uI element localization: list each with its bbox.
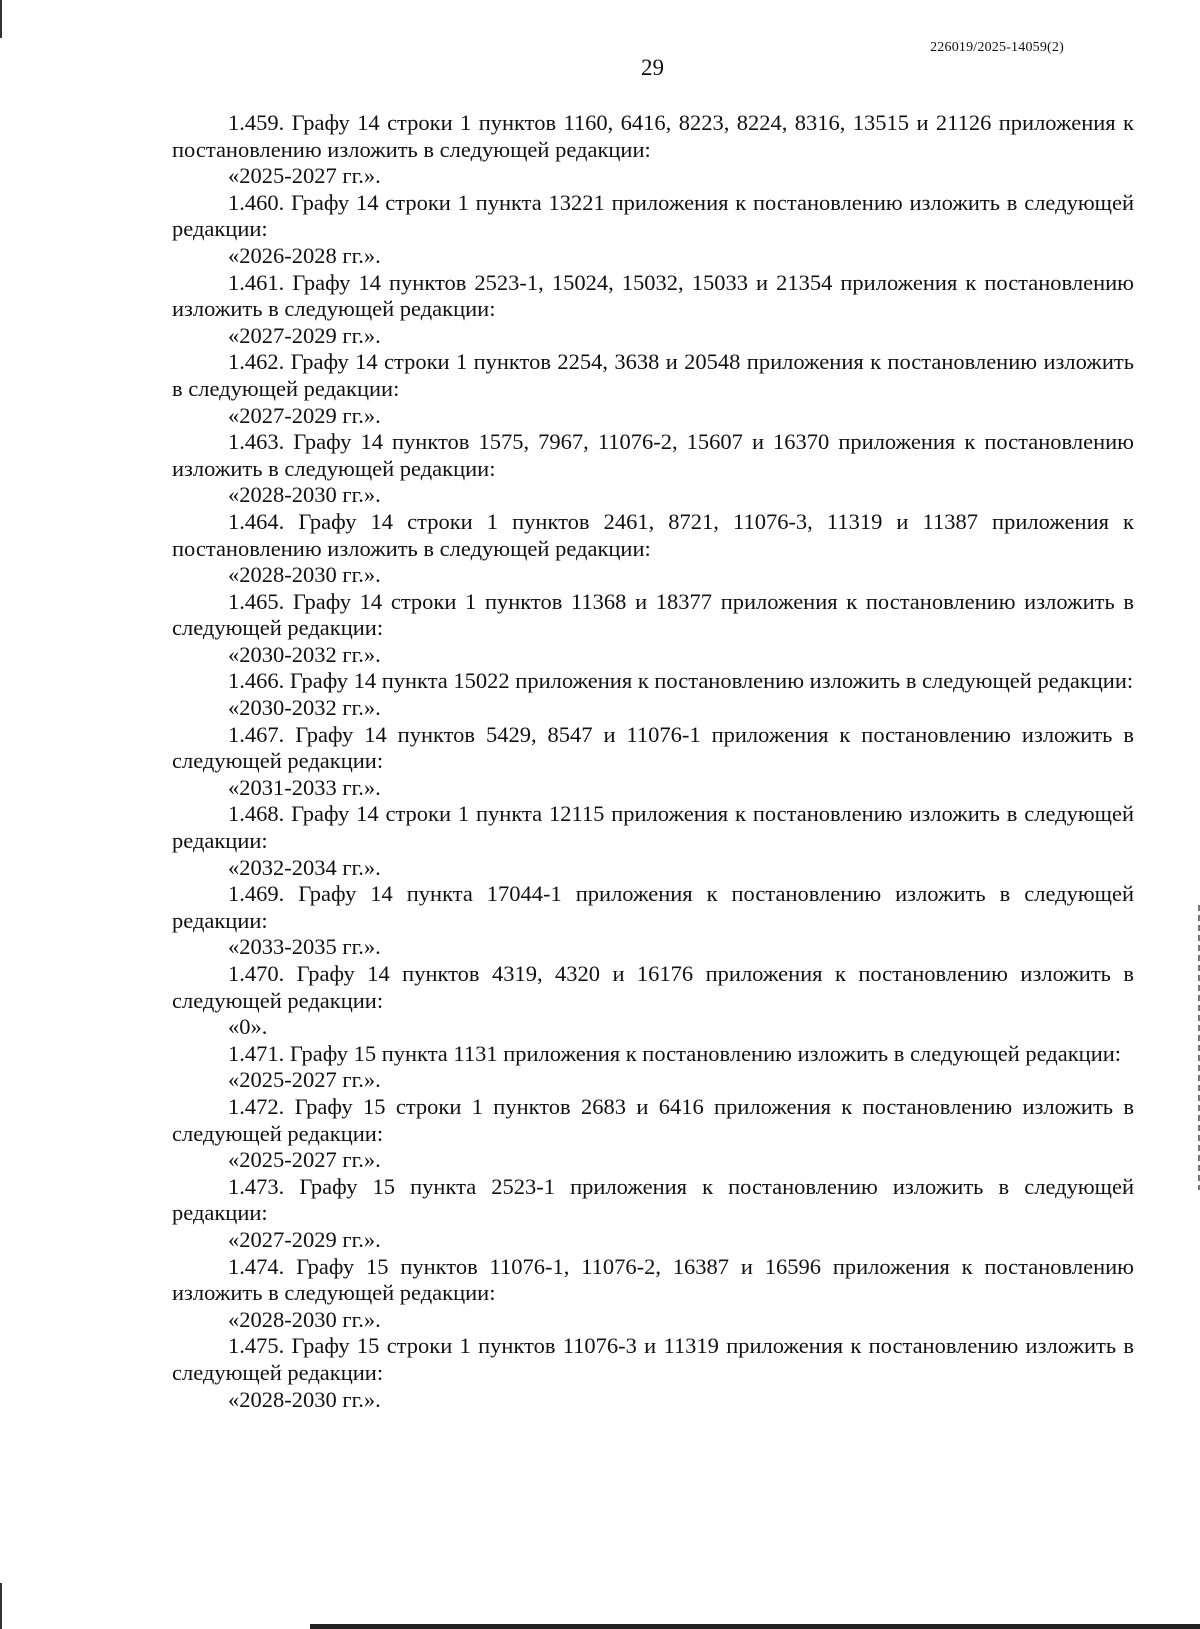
amendment-text: 1.465. Графу 14 строки 1 пунктов 11368 и 18377 приложения к постановлению изложить в следующей редакции: (172, 588, 1134, 641)
amendment-item (172, 190, 1134, 270)
amendment-value: «2031-2033 гг.». (228, 774, 381, 800)
amendment-value: «2027-2029 гг.». (228, 322, 381, 348)
amendment-value: «2033-2035 гг.». (228, 934, 381, 960)
scan-bottom-edge (310, 1621, 1200, 1629)
amendment-item (172, 110, 1134, 190)
amendment-item (172, 1174, 1134, 1254)
amendment-value: «2025-2027 гг.». (228, 163, 381, 189)
amendment-value: «2025-2027 гг.». (228, 1147, 381, 1173)
amendment-text: 1.466. Графу 14 пункта 15022 приложения к постановлению изложить в следующей редакции: (228, 668, 1134, 694)
page-number: 29 (641, 55, 664, 80)
amendment-value: «2030-2032 гг.». (228, 641, 381, 667)
amendment-value: «2030-2032 гг.». (228, 695, 381, 721)
scan-edge-top-left (0, 0, 2, 38)
amendment-text: 1.471. Графу 15 пункта 1131 приложения к постановлению изложить в следующей редакции: (228, 1040, 1122, 1066)
amendment-value: «2032-2034 гг.». (228, 854, 381, 880)
amendment-text: 1.461. Графу 14 пунктов 2523-1, 15024, 15032, 15033 и 21354 приложения к постановлению изложить в следующей редакции: (172, 269, 1134, 322)
amendment-item (172, 270, 1134, 350)
scan-edge-bottom-left (0, 1583, 2, 1629)
amendment-value: «2025-2027 гг.». (228, 1067, 381, 1093)
amendment-text: 1.468. Графу 14 строки 1 пункта 12115 приложения к постановлению изложить в следующей редакции: (172, 801, 1134, 854)
amendment-value: «0». (228, 1014, 268, 1040)
amendment-item (172, 722, 1134, 802)
amendment-value: «2028-2030 гг.». (228, 1386, 381, 1412)
amendment-item (172, 509, 1134, 589)
amendment-text: 1.464. Графу 14 строки 1 пунктов 2461, 8721, 11076-3, 11319 и 11387 приложения к постановлению изложить в следующей редакции: (172, 508, 1134, 561)
amendment-text: 1.462. Графу 14 строки 1 пунктов 2254, 3638 и 20548 приложения к постановлению изложить в следующей редакции: (172, 349, 1134, 401)
amendment-item (172, 1254, 1134, 1334)
amendment-item (172, 589, 1134, 669)
amendment-text: 1.460. Графу 14 строки 1 пункта 13221 приложения к постановлению изложить в следующей редакции: (172, 189, 1134, 242)
amendment-value: «2028-2030 гг.». (228, 562, 381, 588)
amendment-text: 1.467. Графу 14 пунктов 5429, 8547 и 11076-1 приложения к постановлению изложить в следующей редакции: (172, 721, 1134, 774)
amendment-text: 1.475. Графу 15 строки 1 пунктов 11076-3 и 11319 приложения к постановлению изложить в следующей редакции: (172, 1333, 1134, 1385)
amendment-value: «2028-2030 гг.». (228, 482, 381, 508)
amendment-item (172, 349, 1134, 429)
document-body (172, 110, 1134, 1413)
amendment-text: 1.459. Графу 14 строки 1 пунктов 1160, 6416, 8223, 8224, 8316, 13515 и 21126 приложения к постановлению изложить в следующей редакции: (172, 110, 1134, 162)
amendment-item (172, 668, 1134, 721)
amendment-value: «2027-2029 гг.». (228, 402, 381, 428)
amendment-text: 1.469. Графу 14 пункта 17044-1 приложения к постановлению изложить в следующей редакции: (172, 881, 1134, 933)
amendment-item (172, 801, 1134, 881)
amendment-text: 1.470. Графу 14 пунктов 4319, 4320 и 16176 приложения к постановлению изложить в следующей редакции: (172, 961, 1134, 1013)
amendment-text: 1.474. Графу 15 пунктов 11076-1, 11076-2, 16387 и 16596 приложения к постановлению изложить в следующей редакции: (172, 1253, 1134, 1306)
amendment-value: «2027-2029 гг.». (228, 1226, 381, 1252)
amendment-text: 1.463. Графу 14 пунктов 1575, 7967, 11076-2, 15607 и 16370 приложения к постановлению изложить в следующей редакции: (172, 429, 1134, 481)
amendment-text: 1.473. Графу 15 пункта 2523-1 приложения к постановлению изложить в следующей редакции: (172, 1173, 1134, 1226)
amendment-value: «2028-2030 гг.». (228, 1306, 381, 1332)
amendment-item (172, 881, 1134, 961)
amendment-item (172, 961, 1134, 1041)
amendment-item (172, 429, 1134, 509)
amendment-value: «2026-2028 гг.». (228, 242, 381, 268)
amendment-item (172, 1094, 1134, 1174)
amendment-text: 1.472. Графу 15 строки 1 пунктов 2683 и 6416 приложения к постановлению изложить в следующей редакции: (172, 1093, 1134, 1146)
document-registration-number: 226019/2025-14059(2) (930, 40, 1064, 55)
amendment-item (172, 1041, 1134, 1094)
amendment-item (172, 1333, 1134, 1413)
